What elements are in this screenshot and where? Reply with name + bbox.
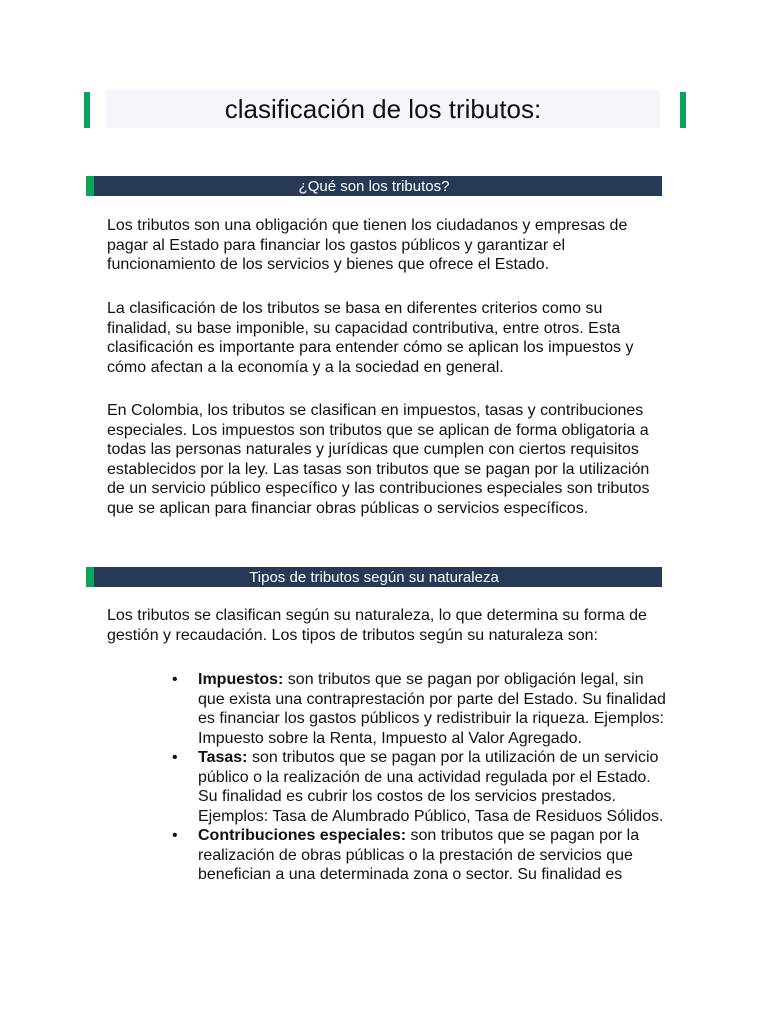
section-accent (86, 567, 94, 587)
bullet: • (172, 671, 178, 688)
paragraph-definition: Los tributos son una obligación que tienen los ciudadanos y empresas de pagar al Estado para financiar los gastos públicos y garantizar el funcionamiento de los servicios y bienes que ofrece el Estado. (107, 217, 628, 273)
list-item-text: son tributos que se pagan por la realización de obras públicas o la prestación de servicios que benefician a una determinada zona o sector. Su finalidad es (198, 827, 640, 883)
section-accent (86, 176, 94, 196)
list-item-term: Contribuciones especiales: (198, 827, 407, 844)
section-heading-text: Tipos de tributos según su naturaleza (249, 568, 499, 586)
section-heading-que-son (86, 176, 662, 196)
title-accent-right (680, 92, 686, 128)
tributos-list (172, 670, 672, 885)
title-accent-left (84, 92, 90, 128)
list-item-contribuciones (172, 826, 672, 885)
page-title: clasificación de los tributos: (106, 90, 660, 128)
paragraph-tipos-intro: Los tributos se clasifican según su naturaleza, lo que determina su forma de gestión y recaudación. Los tipos de tributos según su naturaleza son: (107, 607, 647, 644)
list-item-tasas (172, 748, 672, 826)
list-item-text: son tributos que se pagan por la utilización de un servicio público o la realización de una actividad regulada por el Estado. Su finalidad es cubrir los costos de los servicios prestados. Ejemplos: Tasa de Alumbrado Público, Tasa de Residuos Sólidos. (198, 749, 664, 825)
title-block (84, 90, 686, 130)
paragraph-classification: La clasificación de los tributos se basa en diferentes criterios como su finalidad, su base imponible, su capacidad contributiva, entre otros. Esta clasificación es importante para entender cómo se aplican los impuestos y cómo afectan a la economía y a la sociedad en general. (107, 300, 634, 376)
bullet: • (172, 749, 178, 766)
list-item-text: son tributos que se pagan por obligación legal, sin que exista una contraprestación por parte del Estado. Su finalidad es financiar los gastos públicos y redistribuir la riqueza. Ejemplos: Impuesto sobre la Renta, Impuesto al Valor Agregado. (198, 671, 666, 747)
bullet: • (172, 827, 178, 844)
section-heading-text: ¿Qué son los tributos? (298, 177, 450, 195)
list-item-term: Tasas: (198, 749, 248, 766)
list-item-impuestos (172, 670, 672, 748)
section-heading-tipos (86, 567, 662, 587)
paragraph-colombia: En Colombia, los tributos se clasifican en impuestos, tasas y contribuciones especiales. Los impuestos son tributos que se aplican de forma obligatoria a todas las personas naturales y jurídicas que cumplen con ciertos requisitos establecidos por la ley. Las tasas son tributos que se pagan por la utilización de un servicio público específico y las contribuciones especiales son tributos que se aplican para financiar obras públicas o servicios específicos. (107, 402, 650, 517)
list-item-term: Impuestos: (198, 671, 284, 688)
